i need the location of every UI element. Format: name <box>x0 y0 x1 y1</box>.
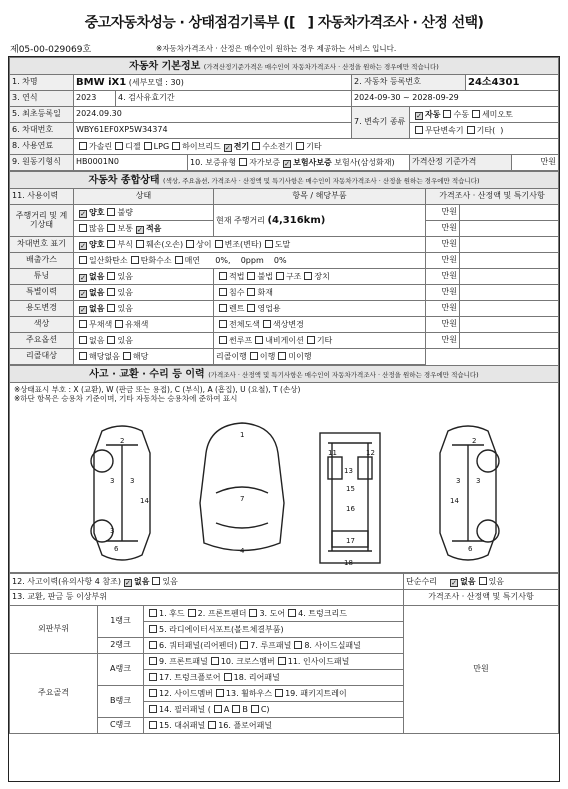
fuel-electric-checkbox[interactable] <box>224 144 232 152</box>
checked-checkbox[interactable] <box>136 226 144 234</box>
model-year: 2023 <box>74 91 116 107</box>
svg-text:3: 3 <box>456 477 461 485</box>
checked-checkbox[interactable] <box>79 306 87 314</box>
checkbox[interactable] <box>307 336 315 344</box>
checkbox[interactable] <box>276 272 284 280</box>
checkbox[interactable] <box>149 705 157 713</box>
car-name: BMW iX1 (세부모델 : 30) <box>74 75 352 91</box>
checkbox[interactable] <box>265 240 273 248</box>
checkbox[interactable] <box>149 673 157 681</box>
checkbox[interactable] <box>219 304 227 312</box>
vin-value: WBY61EF0XP5W34374 <box>74 123 352 139</box>
svg-text:15: 15 <box>346 485 355 493</box>
accident-table: 12. 사고이력(유의사항 4 참조)✓ 없음 있음 단순수리 ✓ 없음 있음 13. 교환, 판금 등 이상부위 가격조사 · 산정액 및 특기사항 외판부위 1랭크 1. 후드 2. 프론트펜더 3. 도어 4. 트렁크리드 만원 5. 라디에이터서포트(볼트체결부품) 2랭크 6. 쿼터패널(리어펜더) 7. 루프패널 8. 사이드실패널 주요골격 A랭크 9. 프론트패널 10. 크로스멤버 11. 인사이드패널 17. 트렁크플로어 18. 리어패널 B랭크 12. 사이드멤버 13. 휠하우스 19. 패키지트레이 14. 필러패널 ( A B C) C랭크 15. 대쉬패널 16. 플로어패널 <box>9 573 559 734</box>
accident-header-table <box>9 365 559 383</box>
checkbox[interactable] <box>278 657 286 665</box>
svg-text:2: 2 <box>120 437 125 445</box>
checkbox[interactable] <box>149 641 157 649</box>
checkbox[interactable] <box>263 320 271 328</box>
checkbox[interactable] <box>255 336 263 344</box>
svg-text:3: 3 <box>110 477 115 485</box>
checkbox[interactable] <box>224 673 232 681</box>
checkbox[interactable] <box>472 110 480 118</box>
svg-text:3: 3 <box>110 527 115 535</box>
checkbox[interactable] <box>296 142 304 150</box>
checkbox[interactable] <box>219 272 227 280</box>
checked-checkbox[interactable] <box>124 579 132 587</box>
checkbox[interactable] <box>107 208 115 216</box>
motor-type: HB0001N0 <box>74 155 188 171</box>
checkbox[interactable] <box>186 240 194 248</box>
checkbox[interactable] <box>136 240 144 248</box>
document-number: 제05-00-029069호 <box>10 45 92 55</box>
basic-info-header: 자동차 기본정보 (가격산정기준가격은 매수인이 자동차가격조사 · 산정을 원하는 경우에만 적습니다) <box>10 58 559 75</box>
basic-info-table: 자동차 기본정보 (가격산정기준가격은 매수인이 자동차가격조사 · 산정을 원하는 경우에만 적습니다) 1. 차명 BMW iX1 (세부모델 : 30) 2. 자동차 등록번호 24소4301 3. 연식 2023 4. 검사유효기간 2024-09-30 ~ 2028-09-29 5. 최초등록일 2024.09.30 7. 변속기 종류 ✓자동 수동 세미오토 6. 차대번호 WBY61EF0XP5W34374 무단변속기 기타( ) 8. 사용연료 가솔린 디젤 LPG 하이브리드✓ 전기 수소전기 기타 9. 원동기형식 HB0001N0 10. 보증유형 자가보증✓ 보험사보증 보험사(삼성화재) 가격산정 기준가격 만원 <box>9 57 559 171</box>
svg-text:11: 11 <box>328 449 337 457</box>
checkbox[interactable] <box>278 352 286 360</box>
checkbox[interactable] <box>115 142 123 150</box>
checkbox[interactable] <box>107 304 115 312</box>
checkbox[interactable] <box>250 352 258 360</box>
checkbox[interactable] <box>144 142 152 150</box>
accident-header: 사고 · 교환 · 수리 등 이력 (가격조사 · 산정액 및 특기사항은 매수인이 자동차가격조사 · 산정을 원하는 경우에만 적습니다) <box>10 366 559 383</box>
car-outline-diagrams <box>10 383 560 573</box>
checkbox[interactable] <box>443 110 451 118</box>
checkbox[interactable] <box>149 609 157 617</box>
symbol-legend: ※상태표시 부호 : X (교환), W (판금 또는 용접), C (부식), A (흠집), U (요철), T (손상) ※하단 항목은 승용차 기준이며, 기타 자동차는 승용차에 준하여 표시 <box>14 385 301 404</box>
svg-text:17: 17 <box>346 537 355 545</box>
checkbox[interactable] <box>467 126 475 134</box>
svg-text:3: 3 <box>476 477 481 485</box>
checkbox[interactable] <box>79 352 87 360</box>
checkbox[interactable] <box>149 721 157 729</box>
checkbox[interactable] <box>79 336 87 344</box>
service-note: ※자동차가격조사 · 산정은 매수인이 원하는 경우 제공하는 서비스 입니다. <box>156 44 397 53</box>
checkbox[interactable] <box>240 641 248 649</box>
checkbox[interactable] <box>304 272 312 280</box>
checkbox[interactable] <box>172 142 180 150</box>
svg-text:4: 4 <box>240 547 245 555</box>
checkbox[interactable] <box>107 288 115 296</box>
checkbox[interactable] <box>79 224 87 232</box>
svg-text:1: 1 <box>240 431 245 439</box>
checkbox[interactable] <box>239 158 247 166</box>
checked-checkbox[interactable] <box>450 579 458 587</box>
checkbox[interactable] <box>79 256 87 264</box>
checkbox[interactable] <box>216 689 224 697</box>
trans-auto-checkbox[interactable] <box>415 112 423 120</box>
inspection-record <box>8 6 560 783</box>
accident-price-cell: 만원 <box>404 606 559 734</box>
checkbox[interactable] <box>149 625 157 633</box>
first-registration: 2024.09.30 <box>74 107 352 123</box>
checkbox[interactable] <box>247 288 255 296</box>
checked-checkbox[interactable] <box>283 160 291 168</box>
transmission-row1: ✓자동 수동 세미오토 <box>410 107 559 123</box>
checkbox[interactable] <box>79 142 87 150</box>
general-status-table: 자동차 종합상태 (색상, 주요옵션, 가격조사 · 산정액 및 특기사항은 매수인이 자동차가격조사 · 산정을 원하는 경우에만 적습니다) 11. 사용이력 상태 항목 / 해당부품 가격조사 · 산정액 및 특기사항 주행거리 및 계기상태 ✓양호 불량 현재 주행거리 (4,316km) 만원 많음 보통✓ 적음 만원 차대번호 표기 ✓ 양호 부식 훼손(오손) 상이 변조(변타) 도말 만원 배출가스 일산화탄소 탄화수소 매연 0%, 0ppm 0% 만원 튜닝 ✓ 없음 있음 적법 불법 구조 장치 만원 특별이력 ✓ 없음 있음 침수 화재 만원 용도변경 ✓ 없음 있음 렌트 영업용 만원 색상 무채색 유채색 전체도색 색상변경 만원 주요옵션 없음 있음 썬루프 내비게이션 기타 만원 리콜대상 해당없음 해당 리콜이행 이행 미이행 <box>9 171 559 365</box>
svg-text:6: 6 <box>468 545 473 553</box>
checkbox[interactable] <box>175 256 183 264</box>
checkbox[interactable] <box>107 336 115 344</box>
checkbox[interactable] <box>219 336 227 344</box>
checkbox[interactable] <box>188 609 196 617</box>
checkbox[interactable] <box>247 304 255 312</box>
checkbox[interactable] <box>232 705 240 713</box>
registration-number: 24소4301 <box>466 75 559 91</box>
top-view-front-icon <box>200 423 284 551</box>
left-side-view-icon <box>91 426 150 560</box>
checkbox[interactable] <box>294 641 302 649</box>
svg-text:18: 18 <box>344 559 353 567</box>
checkbox[interactable] <box>219 320 227 328</box>
transmission-row2: 무단변속기 기타( ) <box>410 123 559 139</box>
checkbox[interactable] <box>123 352 131 360</box>
checkbox[interactable] <box>215 240 223 248</box>
checkbox[interactable] <box>115 320 123 328</box>
svg-text:12: 12 <box>366 449 375 457</box>
inspection-period: 2024-09-30 ~ 2028-09-29 <box>352 91 559 107</box>
checkbox[interactable] <box>247 272 255 280</box>
checkbox[interactable] <box>149 657 157 665</box>
svg-text:14: 14 <box>450 497 459 505</box>
checkbox[interactable] <box>107 240 115 248</box>
warranty-type: 10. 보증유형 자가보증✓ 보험사보증 보험사(삼성화재) <box>188 155 410 171</box>
checked-checkbox[interactable] <box>79 242 87 250</box>
checkbox[interactable] <box>249 609 257 617</box>
document-title: 중고자동차성능 · 상태점검기록부 ([ ] 자동차가격조사 · 산정 선택) <box>84 15 484 31</box>
checkbox[interactable] <box>152 577 160 585</box>
svg-text:3: 3 <box>130 477 135 485</box>
checked-checkbox[interactable] <box>79 290 87 298</box>
checkbox[interactable] <box>275 689 283 697</box>
checkbox[interactable] <box>208 721 216 729</box>
checkbox[interactable] <box>107 272 115 280</box>
vehicle-diagram <box>9 383 559 573</box>
checkbox[interactable] <box>479 577 487 585</box>
right-side-view-icon <box>440 426 499 560</box>
checkbox[interactable] <box>107 224 115 232</box>
svg-text:16: 16 <box>346 505 355 513</box>
checkbox[interactable] <box>219 288 227 296</box>
checkbox[interactable] <box>252 142 260 150</box>
checkbox[interactable] <box>214 705 222 713</box>
fuel-options: 가솔린 디젤 LPG 하이브리드✓ 전기 수소전기 기타 <box>74 139 559 155</box>
checked-checkbox[interactable] <box>79 210 87 218</box>
checkbox[interactable] <box>211 657 219 665</box>
checkbox[interactable] <box>79 320 87 328</box>
general-status-header: 자동차 종합상태 (색상, 주요옵션, 가격조사 · 산정액 및 특기사항은 매수인이 자동차가격조사 · 산정을 원하는 경우에만 적습니다) <box>10 172 559 189</box>
current-mileage: 현재 주행거리 (4,316km) <box>214 205 426 237</box>
checkbox[interactable] <box>288 609 296 617</box>
checked-checkbox[interactable] <box>79 274 87 282</box>
svg-text:13: 13 <box>344 467 353 475</box>
svg-text:7: 7 <box>240 495 245 503</box>
checkbox[interactable] <box>251 705 259 713</box>
svg-text:6: 6 <box>114 545 119 553</box>
svg-text:14: 14 <box>140 497 149 505</box>
checkbox[interactable] <box>131 256 139 264</box>
checkbox[interactable] <box>149 689 157 697</box>
svg-text:2: 2 <box>472 437 477 445</box>
checkbox[interactable] <box>415 126 423 134</box>
form-frame <box>8 56 560 782</box>
